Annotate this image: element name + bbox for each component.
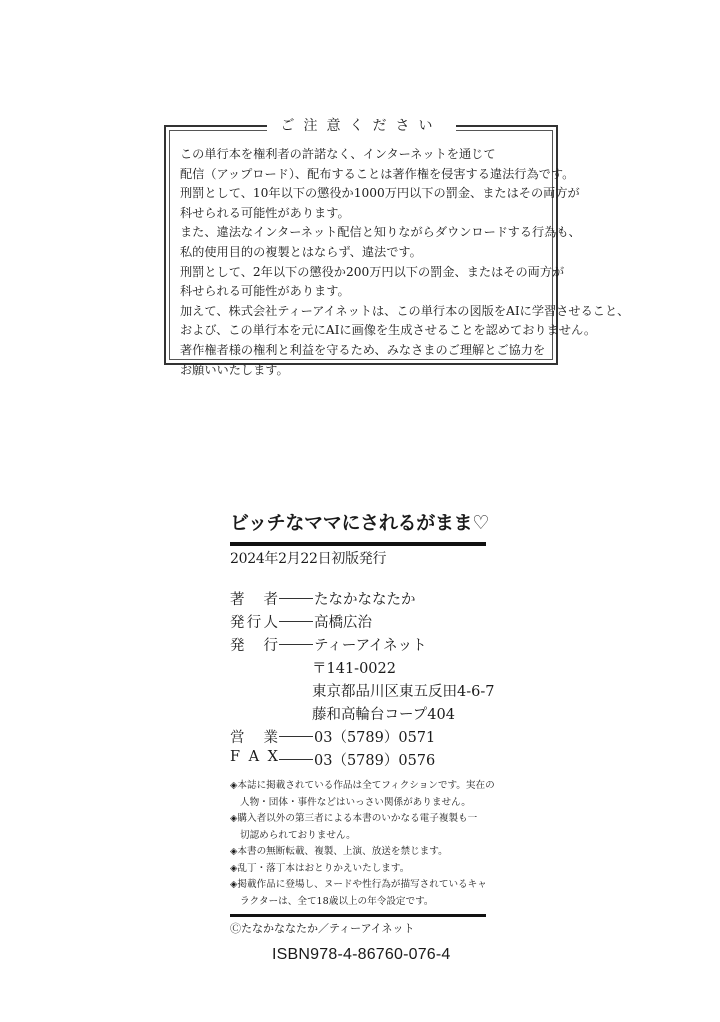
notice-line: 科せられる可能性があります。	[180, 284, 350, 299]
legal-notes	[230, 778, 495, 910]
publisher-person-name: 高橋広治	[314, 615, 372, 631]
notice-line: および、この単行本を元にAIに画像を生成させることを認めておりません。	[180, 323, 597, 338]
contact-sales	[230, 726, 486, 749]
notice-title-text: ご注意ください	[267, 118, 456, 134]
address-line-1: 東京都品川区東五反田4-6-7	[312, 684, 495, 700]
credit-publisher	[230, 634, 486, 657]
label-char: A	[248, 749, 260, 765]
book-title: ビッチなママにされるがまま♡	[230, 512, 490, 534]
dash-leader	[279, 611, 313, 622]
notice-box	[164, 118, 630, 377]
note-line: 人物・団体・事件などはいっさい関係がありません。	[240, 796, 471, 808]
dash-leader	[279, 726, 313, 737]
label-char: 発	[230, 615, 245, 631]
credit-label	[230, 749, 278, 772]
author-name: たなかななたか	[314, 592, 416, 608]
label-char: 発	[230, 638, 245, 654]
credit-author	[230, 588, 486, 611]
notice-line: 配信（アップロード）、配布することは著作権を侵害する違法行為です。	[180, 166, 575, 181]
title-rule	[230, 542, 486, 546]
note-line: ◈掲載作品に登場し、ヌードや性行為が描写されているキャ	[230, 879, 487, 890]
label-char: 行	[246, 615, 262, 631]
bottom-rule	[230, 914, 486, 917]
label-char: 著	[230, 592, 245, 608]
credit-label	[230, 611, 278, 634]
label-char: X	[267, 749, 278, 765]
postal-code: 〒141-0022	[312, 661, 396, 677]
credits	[230, 588, 495, 772]
label-char: 人	[263, 615, 278, 631]
label-char: 行	[263, 638, 278, 654]
notice-line: 刑罰として、2年以下の懲役か200万円以下の罰金、またはその両方が	[180, 264, 565, 279]
isbn: ISBN978-4-86760-076-4	[272, 946, 451, 963]
dash-leader	[279, 588, 313, 599]
note-line: ◈本書の無断転載、複製、上演、放送を禁じます。	[230, 846, 448, 857]
label-char: 業	[263, 730, 278, 746]
sales-phone: 03（5789）0571	[314, 730, 436, 746]
note-line: ◈購入者以外の第三者による本書のいかなる電子複製も一	[230, 813, 478, 824]
note-line: ラクターは、全て18歳以上の年令設定です。	[240, 895, 434, 907]
address-line-2: 藤和高輪台コープ404	[312, 707, 455, 723]
notice-line: 刑罰として、10年以下の懲役か1000万円以下の罰金、またはその両方が	[180, 186, 580, 201]
notice-line: 著作権者様の権利と利益を守るため、みなさまのご理解とご協力を	[180, 342, 546, 357]
dash-leader	[279, 634, 313, 645]
notice-line: お願いいたします。	[180, 362, 289, 377]
credit-label	[230, 726, 278, 749]
copyright: Ⓒたなかななたか／ティーアイネット	[230, 922, 415, 935]
colophon	[230, 508, 495, 964]
note-line: 切認められておりません。	[240, 829, 356, 841]
dash-leader	[279, 749, 313, 760]
notice-line: この単行本を権利者の許諾なく、インターネットを通じて	[180, 147, 496, 161]
notice-line: 加えて、株式会社ティーアイネットは、この単行本の図版をAIに学習させること、	[180, 303, 630, 318]
credit-label	[230, 588, 278, 611]
notice-line: また、違法なインターネット配信と知りながらダウンロードする行為も、	[180, 225, 581, 240]
label-char: 者	[263, 592, 278, 608]
note-line: ◈乱丁・落丁本はおとりかえいたします。	[230, 862, 410, 874]
notice-title	[166, 115, 556, 135]
contact-fax	[230, 749, 486, 772]
note-line: ◈本誌に掲載されている作品は全てフィクションです。実在の	[230, 780, 495, 791]
publisher-name: ティーアイネット	[314, 638, 427, 654]
credit-label	[230, 634, 278, 657]
label-char: 営	[230, 730, 245, 746]
notice-body	[180, 145, 630, 380]
credit-publisher-person	[230, 611, 486, 634]
label-char: F	[230, 749, 241, 765]
publication-date: 2024年2月22日初版発行	[230, 551, 387, 567]
notice-line: 科せられる可能性があります。	[180, 205, 350, 220]
notice-line: 私的使用目的の複製とはならず、違法です。	[180, 244, 422, 259]
fax-number: 03（5789）0576	[314, 753, 436, 769]
